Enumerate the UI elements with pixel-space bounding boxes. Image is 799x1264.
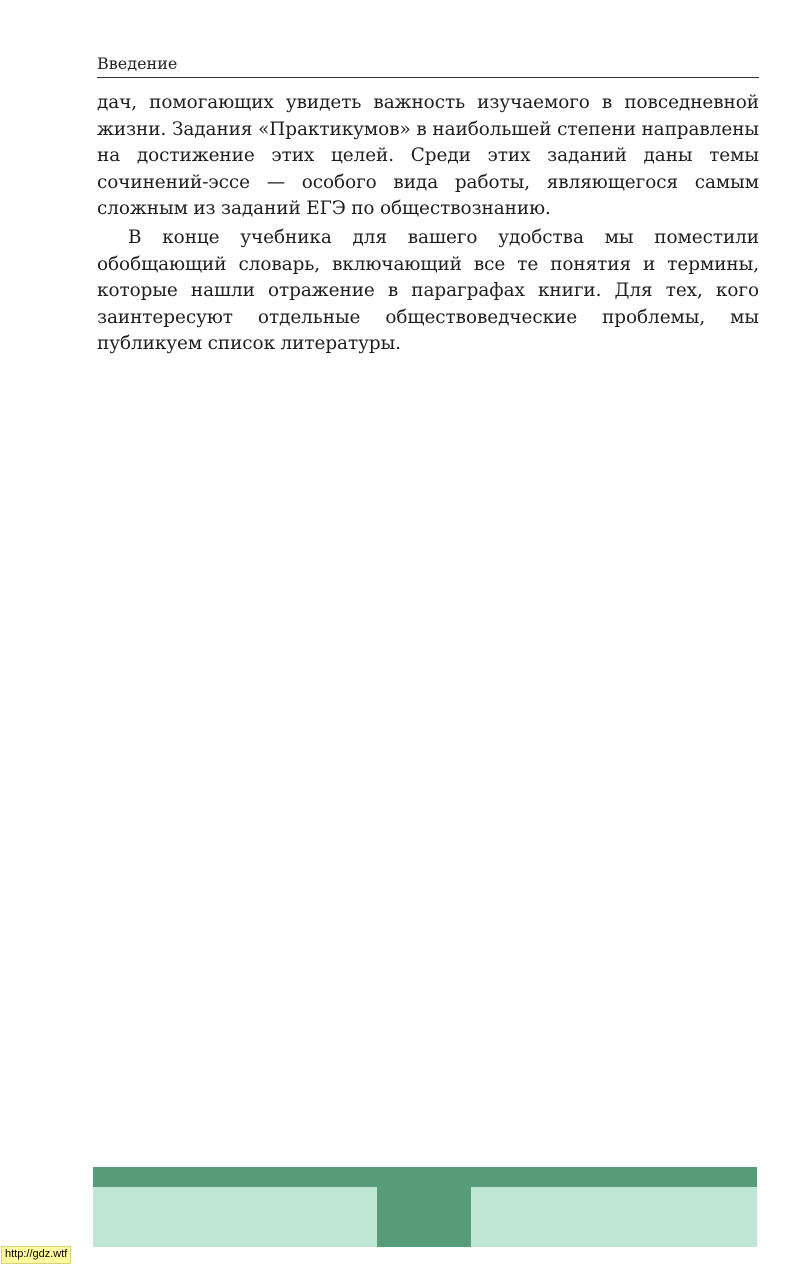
footer-band-center-block	[377, 1187, 471, 1247]
body-text	[97, 90, 759, 358]
section-title: Введение	[97, 54, 178, 73]
watermark-link[interactable]: http://gdz.wtf	[1, 1246, 71, 1264]
footer-band-top-strip	[93, 1167, 757, 1187]
footer-decorative-band	[93, 1167, 757, 1247]
paragraph: В конце учебника для вашего удобства мы поместили обобщающий словарь, включающий все те понятия и термины, которые нашли отражение в параграфах книги. Для тех, кого заинтересуют отдельные обществоведческие проблемы, мы публикуем список литературы.	[97, 226, 759, 355]
paragraph: дач, помогающих увидеть важность изучаемого в повседневной жизни. Задания «Практикумов» в наибольшей степени направлены на достижение этих целей. Среди этих заданий даны темы сочинений-эссе — особого вида работы, являющегося самым сложным из заданий ЕГЭ по обществознанию.	[97, 92, 759, 220]
footer-band-left-panel	[93, 1187, 377, 1247]
running-header	[97, 52, 759, 78]
footer-band-right-panel	[471, 1187, 757, 1247]
